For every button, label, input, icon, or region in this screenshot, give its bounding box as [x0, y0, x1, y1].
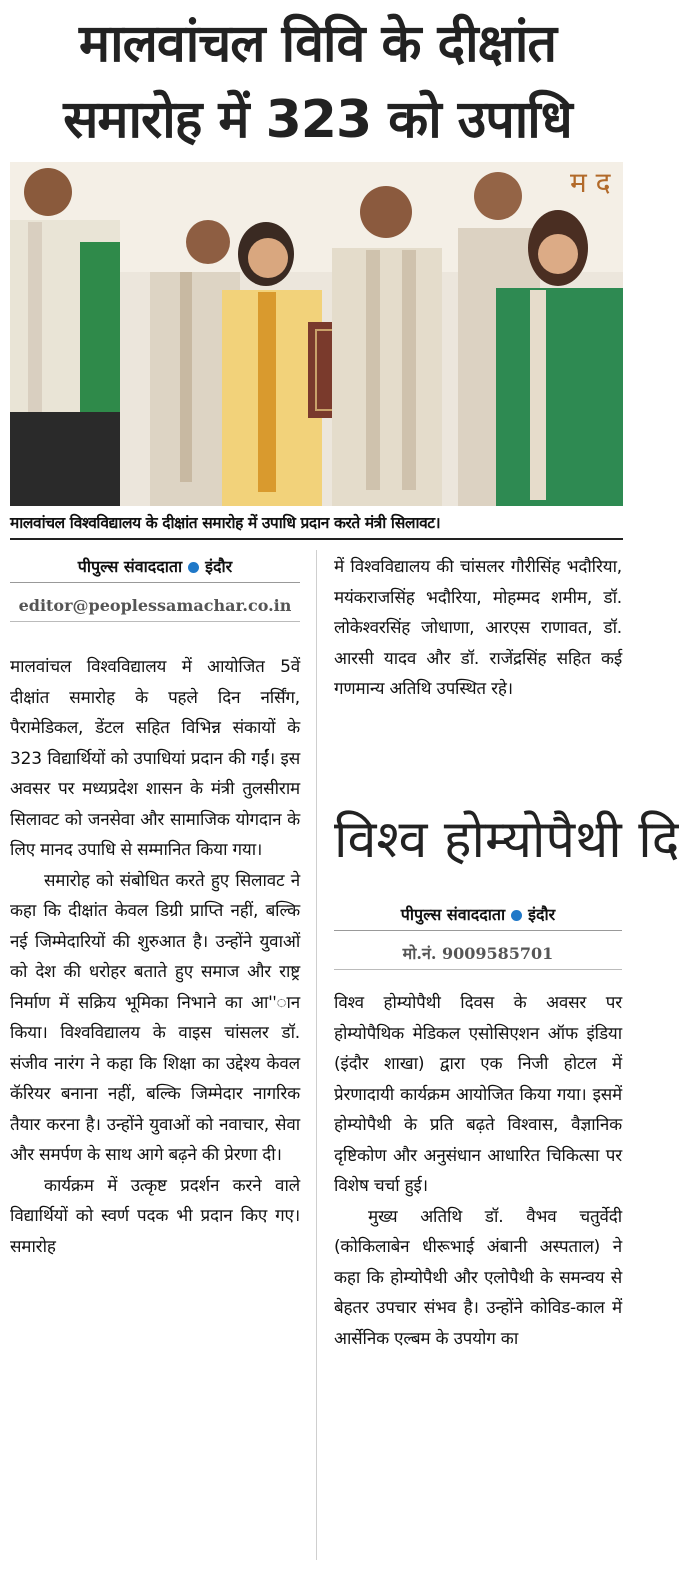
- article-2-body: [334, 988, 622, 1354]
- article-2-byline: [334, 900, 622, 931]
- article-2-column: [334, 900, 622, 1354]
- article-1-column: [10, 552, 300, 1262]
- photo-caption: मालवांचल विश्वविद्यालय के दीक्षांत समारोह में उपाधि प्रदान करते मंत्री सिलावट।: [10, 508, 623, 540]
- article-1-byline: [10, 552, 300, 583]
- byline-dot-icon: [188, 562, 199, 573]
- column-divider: [316, 550, 317, 1560]
- paragraph: कार्यक्रम में उत्कृष्ट प्रदर्शन करने वाले विद्यार्थियों को स्वर्ण पदक भी प्रदान किए गए। समारोह: [10, 1175, 300, 1257]
- ceremony-photo: [10, 162, 623, 506]
- headline-line-2: समारोह में 323 को उपाधि: [63, 90, 572, 150]
- article-1-continuation: [334, 552, 622, 705]
- byline-city: इंदौर: [205, 557, 233, 576]
- ceremony-photo-icon: [10, 162, 623, 506]
- headline-line-1: मालवांचल विवि के दीक्षांत: [79, 14, 556, 74]
- paragraph: में विश्वविद्यालय की चांसलर गौरीसिंह भदौरिया, मयंकराजसिंह भदौरिया, मोहम्मद शमीम, डॉ. लोकेश्वरसिंह जोधाणा, आरएस राणावत, डॉ. आरसी यादव और डॉ. राजेंद्रसिंह सहित कई गणमान्य अतिथि उपस्थित रहे।: [334, 557, 622, 699]
- byline-city: इंदौर: [528, 905, 556, 924]
- paragraph: मालवांचल विश्वविद्यालय में आयोजित 5वें दीक्षांत समारोह के पहले दिन नर्सिंग, पैरामेडिकल, डेंटल सहित विभिन्न संकायों के 323 विद्यार्थियों को उपाधियां प्रदान की गईं। इस अवसर पर मध्यप्रदेश शासन के मंत्री तुलसीराम सिलावट को जनसेवा और सामाजिक योगदान के लिए मानद उपाधि से सम्मानित किया गया।: [10, 657, 300, 860]
- byline-dot-icon: [511, 910, 522, 921]
- byline-name: पीपुल्स संवाददाता: [400, 905, 506, 924]
- paragraph: विश्व होम्योपैथी दिवस के अवसर पर होम्योपैथिक मेडिकल एसोसिएशन ऑफ इंडिया (इंदौर शाखा) द्वारा एक निजी होटल में प्रेरणादायी कार्यक्रम आयोजित किया गया। इसमें होम्योपैथी के प्रति बढ़ते विश्वास, वैज्ञानिक दृष्टिकोण और अनुसंधान आधारित चिकित्सा पर विशेष चर्चा हुई।: [334, 993, 622, 1196]
- paragraph: मुख्य अतिथि डॉ. वैभव चतुर्वेदी (कोकिलाबेन धीरूभाई अंबानी अस्पताल) ने कहा कि होम्योपैथी और एलोपैथी के समन्वय से बेहतर उपचार संभव है। उन्होंने कोविड-काल में आर्सेनिक एल्बम के उपयोग का: [334, 1206, 622, 1349]
- headline: [10, 6, 625, 158]
- paragraph: समारोह को संबोधित करते हुए सिलावट ने कहा कि दीक्षांत केवल डिग्री प्राप्ति नहीं, बल्कि नई जिम्मेदारियों की शुरुआत है। उन्होंने युवाओं को देश की धरोहर बताते हुए समाज और राष्ट्र निर्माण में सक्रिय भूमिका निभाने का आ''ान किया। विश्वविद्यालय के वाइस चांसलर डॉ. संजीव नारंग ने कहा कि शिक्षा का उद्देश्य केवल कॅरियर बनाना नहीं, बल्कि जिम्मेदार नागरिक तैयार करना है। उन्होंने युवाओं को नवाचार, सेवा और समर्पण के साथ आगे बढ़ने की प्रेरणा दी।: [10, 870, 300, 1165]
- article-2-contact: मो.नं. 9009585701: [334, 939, 622, 970]
- byline-name: पीपुल्स संवाददाता: [77, 557, 183, 576]
- svg-text:म द: म द: [570, 166, 611, 199]
- article-1-body: [10, 652, 300, 1262]
- article-1-contact: editor@peoplessamachar.co.in: [10, 591, 300, 622]
- article-2-headline: विश्व होम्योपैथी दि: [334, 810, 679, 870]
